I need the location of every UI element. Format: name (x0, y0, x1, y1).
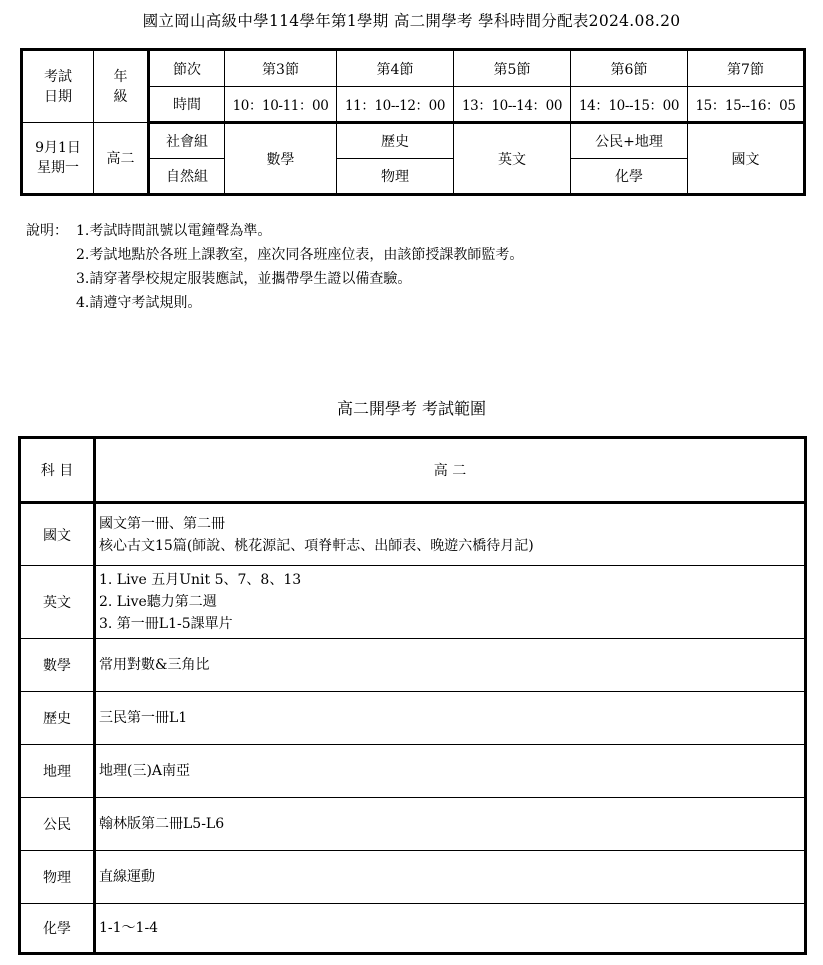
exam-date: 9月1日 星期一 (22, 123, 94, 195)
group-social: 社會組 (149, 123, 225, 159)
range-content: 直線運動 (95, 851, 806, 904)
range-subject: 公民 (20, 798, 95, 851)
range-title: 高二開學考 考試範圍 (336, 399, 487, 418)
range-content: 1. Live 五月Unit 5、7、8、13 2. Live聽力第二週 3. 第一冊L1-5課單片 (95, 566, 806, 639)
time-slot: 13：10--14：00 (454, 87, 571, 123)
note-item: 3.請穿著學校規定服裝應試，並攜帶學生證以備查驗。 (76, 271, 412, 287)
period-header: 第3節 (225, 50, 337, 87)
time-slot: 14：10--15：00 (571, 87, 688, 123)
exam-schedule-table (20, 48, 806, 196)
grade-cell: 高二 (94, 123, 149, 195)
range-subject: 數學 (20, 639, 95, 692)
note-item: 1.考試時間訊號以電鐘聲為準。 (76, 223, 272, 239)
range-subject: 國文 (20, 503, 95, 566)
subject-cell: 數學 (225, 123, 337, 195)
time-slot: 11：10--12：00 (337, 87, 454, 123)
subject-cell: 英文 (454, 123, 571, 195)
range-content: 1-1～1-4 (95, 904, 806, 954)
exam-date-header: 考試 日期 (22, 50, 94, 123)
period-header: 第6節 (571, 50, 688, 87)
time-slot: 10：10-11：00 (225, 87, 337, 123)
subject-cell: 化學 (571, 159, 688, 195)
subject-cell: 公民+地理 (571, 123, 688, 159)
time-label: 時間 (149, 87, 225, 123)
group-science: 自然組 (149, 159, 225, 195)
range-subject: 英文 (20, 566, 95, 639)
subject-header: 科 目 (20, 438, 95, 503)
grade-header: 年 級 (94, 50, 149, 123)
exam-range-table (18, 436, 807, 955)
subject-cell: 歷史 (337, 123, 454, 159)
note-item: 4.請遵守考試規則。 (76, 295, 202, 311)
range-subject: 地理 (20, 745, 95, 798)
period-header: 第4節 (337, 50, 454, 87)
note-item: 2.考試地點於各班上課教室，座次同各班座位表，由該節授課教師監考。 (76, 247, 524, 263)
page-title: 國立岡山高級中學114學年第1學期 高二開學考 學科時間分配表2024.08.20 (142, 12, 681, 30)
range-content: 常用對數&三角比 (95, 639, 806, 692)
range-content: 翰林版第二冊L5-L6 (95, 798, 806, 851)
time-slot: 15：15--16：05 (688, 87, 805, 123)
period-header: 第7節 (688, 50, 805, 87)
range-subject: 物理 (20, 851, 95, 904)
range-subject: 化學 (20, 904, 95, 954)
subject-cell: 物理 (337, 159, 454, 195)
range-content: 地理(三)A南亞 (95, 745, 806, 798)
grade-header: 高 二 (95, 438, 806, 503)
subject-cell: 國文 (688, 123, 805, 195)
range-content: 國文第一冊、第二冊 核心古文15篇(師說、桃花源記、項脊軒志、出師表、晚遊六橋待月記) (95, 503, 806, 566)
period-header: 第5節 (454, 50, 571, 87)
notes-section (26, 219, 523, 315)
range-content: 三民第一冊L1 (95, 692, 806, 745)
range-subject: 歷史 (20, 692, 95, 745)
period-label: 節次 (149, 50, 225, 87)
notes-label: 說明： (26, 223, 68, 239)
